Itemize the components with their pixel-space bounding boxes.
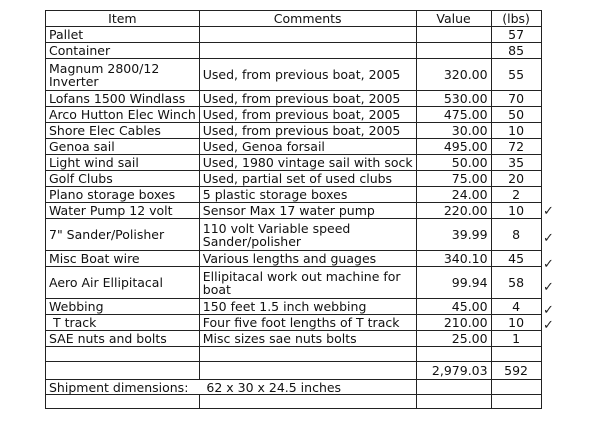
cell-lbs: 45 [491, 251, 541, 267]
cell-comment: 110 volt Variable speed Sander/polisher [199, 219, 416, 251]
cell-item: 7" Sander/Polisher [46, 219, 200, 251]
cell-item: Shore Elec Cables [46, 123, 200, 139]
blank-row [46, 395, 542, 409]
cell-item: Genoa sail [46, 139, 200, 155]
table-row [46, 171, 542, 187]
cell-value: 340.10 [416, 251, 491, 267]
check-mark-icon: ✓ [543, 318, 554, 333]
table-row [46, 299, 542, 315]
cell-lbs: 55 [491, 59, 541, 91]
shipment-value: 62 x 30 x 24.5 inches [206, 379, 342, 395]
cell-item: Light wind sail [46, 155, 200, 171]
shipment-dimensions [46, 380, 417, 395]
cell-item: SAE nuts and bolts [46, 331, 200, 347]
table-row [46, 155, 542, 171]
cell-comment: Sensor Max 17 water pump [199, 203, 416, 219]
cell-item: Aero Air Ellipitacal [46, 267, 200, 299]
cell-comment: Ellipitacal work out machine for boat [199, 267, 416, 299]
table-row [46, 315, 542, 331]
cell-value: 99.94 [416, 267, 491, 299]
shipment-label: Shipment dimensions: [49, 379, 189, 395]
cell-item: Magnum 2800/12 Inverter [46, 59, 200, 91]
cell-comment: Used, from previous boat, 2005 [199, 107, 416, 123]
cell-item: Webbing [46, 299, 200, 315]
check-mark-icon: ✓ [543, 280, 554, 295]
cell-lbs: 72 [491, 139, 541, 155]
cell-lbs: 50 [491, 107, 541, 123]
check-mark-icon: ✓ [543, 257, 554, 272]
cell-comment: Used, from previous boat, 2005 [199, 59, 416, 91]
cell-value: 475.00 [416, 107, 491, 123]
table-row [46, 203, 542, 219]
cell-lbs: 10 [491, 315, 541, 331]
total-value: 2,979.03 [416, 362, 491, 380]
table-row [46, 187, 542, 203]
check-mark-icon: ✓ [543, 231, 554, 246]
cell-item: Lofans 1500 Windlass [46, 91, 200, 107]
table-row [46, 59, 542, 91]
blank-row [46, 347, 542, 362]
cell-lbs: 57 [491, 27, 541, 43]
cell-comment: Used, Genoa forsail [199, 139, 416, 155]
table-row [46, 251, 542, 267]
header-row [46, 11, 542, 27]
cell-value: 45.00 [416, 299, 491, 315]
header-value: Value [416, 11, 491, 27]
cell-lbs: 10 [491, 123, 541, 139]
cell-item: Arco Hutton Elec Winch [46, 107, 200, 123]
inventory-table [45, 10, 542, 409]
cell-comment: Used, from previous boat, 2005 [199, 91, 416, 107]
cell-value: 39.99 [416, 219, 491, 251]
cell-lbs: 35 [491, 155, 541, 171]
cell-comment: 5 plastic storage boxes [199, 187, 416, 203]
cell-comment: Used, 1980 vintage sail with sock [199, 155, 416, 171]
cell-value: 50.00 [416, 155, 491, 171]
cell-comment: Various lengths and guages [199, 251, 416, 267]
check-mark-icon: ✓ [543, 204, 554, 219]
table-row [46, 107, 542, 123]
cell-comment: Used, partial set of used clubs [199, 171, 416, 187]
cell-item: T track [46, 315, 200, 331]
cell-value: 25.00 [416, 331, 491, 347]
cell-item: Water Pump 12 volt [46, 203, 200, 219]
cell-value: 320.00 [416, 59, 491, 91]
table-row [46, 91, 542, 107]
check-mark-icon: ✓ [543, 303, 554, 318]
cell-value: 24.00 [416, 187, 491, 203]
table-row [46, 123, 542, 139]
header-item: Item [46, 11, 200, 27]
cell-lbs: 20 [491, 171, 541, 187]
totals-row [46, 362, 542, 380]
cell-lbs: 70 [491, 91, 541, 107]
table-row [46, 267, 542, 299]
cell-item: Pallet [46, 27, 200, 43]
cell-value [416, 43, 491, 59]
table-row [46, 43, 542, 59]
cell-value: 210.00 [416, 315, 491, 331]
cell-lbs: 58 [491, 267, 541, 299]
cell-comment [199, 43, 416, 59]
cell-lbs: 1 [491, 331, 541, 347]
shipment-row [46, 380, 542, 395]
table-row [46, 331, 542, 347]
table-row [46, 139, 542, 155]
cell-value: 495.00 [416, 139, 491, 155]
cell-lbs: 4 [491, 299, 541, 315]
table-row [46, 27, 542, 43]
cell-comment [199, 27, 416, 43]
cell-item: Misc Boat wire [46, 251, 200, 267]
cell-value: 75.00 [416, 171, 491, 187]
header-comments: Comments [199, 11, 416, 27]
cell-value [416, 27, 491, 43]
cell-item: Container [46, 43, 200, 59]
cell-lbs: 8 [491, 219, 541, 251]
total-lbs: 592 [491, 362, 541, 380]
cell-value: 30.00 [416, 123, 491, 139]
cell-comment: 150 feet 1.5 inch webbing [199, 299, 416, 315]
cell-lbs: 2 [491, 187, 541, 203]
header-lbs: (lbs) [491, 11, 541, 27]
table-row [46, 219, 542, 251]
cell-comment: Misc sizes sae nuts bolts [199, 331, 416, 347]
cell-value: 220.00 [416, 203, 491, 219]
cell-value: 530.00 [416, 91, 491, 107]
cell-item: Golf Clubs [46, 171, 200, 187]
cell-lbs: 85 [491, 43, 541, 59]
cell-lbs: 10 [491, 203, 541, 219]
cell-comment: Used, from previous boat, 2005 [199, 123, 416, 139]
cell-item: Plano storage boxes [46, 187, 200, 203]
cell-comment: Four five foot lengths of T track [199, 315, 416, 331]
